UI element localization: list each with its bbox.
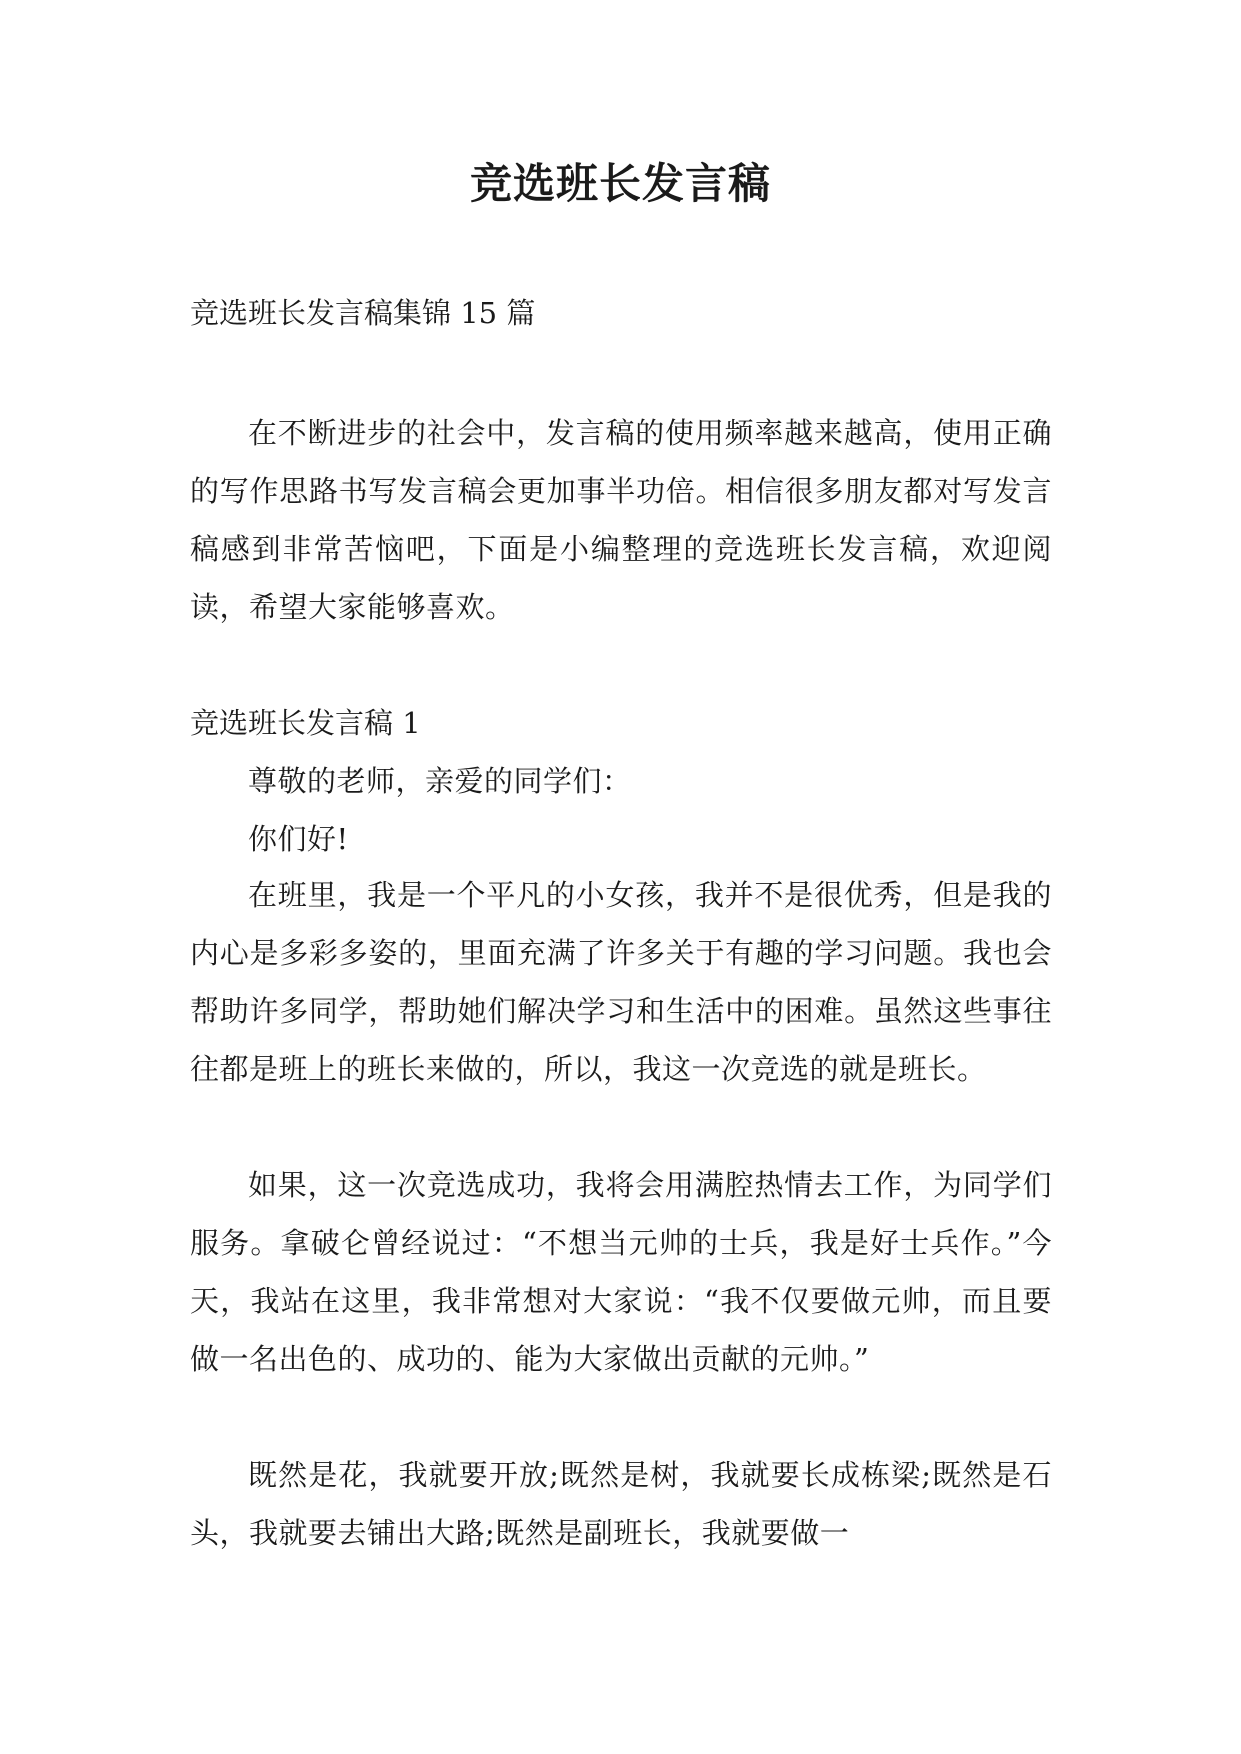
document-subtitle: 竞选班长发言稿集锦 15 篇 — [190, 296, 536, 330]
intro-paragraph: 在不断进步的社会中，发言稿的使用频率越来越高，使用正确的写作思路书写发言稿会更加事半功倍。相信很多朋友都对写发言稿感到非常苦恼吧，下面是小编整理的竞选班长发言稿，欢迎阅读，希望大家能够喜欢。 — [190, 416, 1052, 624]
body-paragraph: 如果，这一次竞选成功，我将会用满腔热情去工作，为同学们服务。拿破仑曾经说过：“不想当元帅的士兵，我是好士兵作。”今天，我站在这里，我非常想对大家说：“我不仅要做元帅，而且要做一名出色的、成功的、能为大家做出贡献的元帅。” — [190, 1168, 1052, 1376]
section-heading: 竞选班长发言稿 1 — [190, 706, 421, 740]
greeting-line: 尊敬的老师，亲爱的同学们： — [248, 764, 632, 798]
body-paragraph: 在班里，我是一个平凡的小女孩，我并不是很优秀，但是我的内心是多彩多姿的，里面充满了许多关于有趣的学习问题。我也会帮助许多同学，帮助她们解决学习和生活中的困难。虽然这些事往往都是班上的班长来做的，所以，我这一次竞选的就是班长。 — [190, 878, 1052, 1086]
document-title: 竞选班长发言稿 — [469, 159, 771, 208]
body-paragraph: 既然是花，我就要开放;既然是树，我就要长成栋梁;既然是石头，我就要去铺出大路;既然是副班长，我就要做一 — [190, 1458, 1052, 1550]
hello-line: 你们好! — [248, 822, 349, 856]
